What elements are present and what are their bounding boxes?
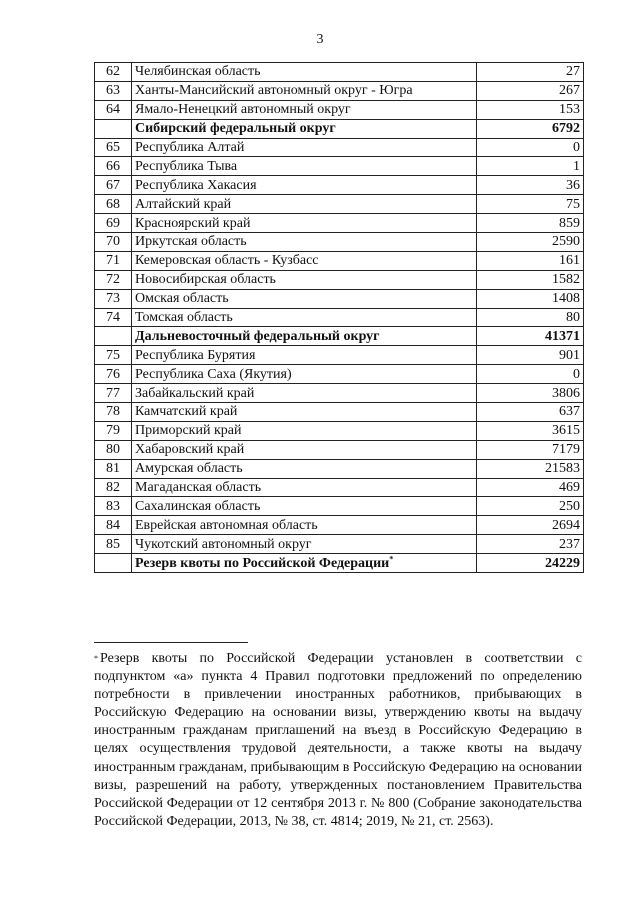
row-number: 76 — [95, 365, 132, 384]
quota-value: 7179 — [477, 440, 584, 459]
quota-value: 75 — [477, 195, 584, 214]
row-number: 74 — [95, 308, 132, 327]
quota-value: 859 — [477, 214, 584, 233]
region-name — [132, 535, 477, 554]
quota-value: 0 — [477, 138, 584, 157]
region-name — [132, 233, 477, 252]
region-name — [132, 421, 477, 440]
quota-value: 3806 — [477, 384, 584, 403]
footnote-reference-mark: * — [389, 553, 394, 563]
table-row — [95, 346, 584, 365]
table-row — [95, 251, 584, 270]
region-name — [132, 365, 477, 384]
table-row — [95, 421, 584, 440]
row-number: 65 — [95, 138, 132, 157]
table-row — [95, 478, 584, 497]
region-name-text: Красноярский край — [135, 215, 251, 231]
quota-value: 901 — [477, 346, 584, 365]
row-number: 73 — [95, 289, 132, 308]
quota-value: 153 — [477, 100, 584, 119]
region-name — [132, 100, 477, 119]
table-row — [95, 157, 584, 176]
row-number: 79 — [95, 421, 132, 440]
row-number: 68 — [95, 195, 132, 214]
region-name-text: Чукотский автономный округ — [135, 536, 312, 552]
table-row — [95, 403, 584, 422]
region-name-text: Новосибирская область — [135, 272, 276, 288]
row-number: 78 — [95, 403, 132, 422]
quota-value: 24229 — [477, 554, 584, 573]
quota-value: 1 — [477, 157, 584, 176]
page-number: 3 — [316, 32, 324, 47]
row-number: 66 — [95, 157, 132, 176]
region-name-text: Республика Тыва — [135, 158, 238, 174]
region-name-text: Челябинская область — [135, 64, 261, 80]
quota-value: 1408 — [477, 289, 584, 308]
table-row — [95, 440, 584, 459]
table-row-total — [95, 327, 584, 346]
quota-value: 27 — [477, 63, 584, 82]
quota-value: 250 — [477, 497, 584, 516]
quota-value: 237 — [477, 535, 584, 554]
region-name-text: Сахалинская область — [135, 498, 261, 514]
quota-table-body — [95, 63, 584, 573]
footnote-mark: * — [94, 654, 98, 663]
footnote-divider — [94, 642, 248, 643]
table-row — [95, 138, 584, 157]
quota-value: 2590 — [477, 233, 584, 252]
region-name-text: Сибирский федеральный округ — [135, 121, 336, 137]
region-name — [132, 195, 477, 214]
quota-value: 3615 — [477, 421, 584, 440]
region-name — [132, 403, 477, 422]
table-row — [95, 63, 584, 82]
table-row — [95, 100, 584, 119]
region-name-text: Дальневосточный федеральный округ — [135, 328, 380, 344]
row-number: 85 — [95, 535, 132, 554]
table-row — [95, 176, 584, 195]
row-number: 63 — [95, 81, 132, 100]
region-name — [132, 157, 477, 176]
row-number: 75 — [95, 346, 132, 365]
region-name-text: Республика Бурятия — [135, 347, 256, 363]
region-name — [132, 214, 477, 233]
region-name — [132, 63, 477, 82]
table-row-total — [95, 554, 584, 573]
region-name-text: Приморский край — [135, 423, 242, 439]
region-name — [132, 554, 477, 573]
quota-value: 6792 — [477, 119, 584, 138]
quota-value: 2694 — [477, 516, 584, 535]
table-row — [95, 81, 584, 100]
region-name — [132, 346, 477, 365]
footnote — [94, 650, 582, 831]
table-row — [95, 270, 584, 289]
region-name — [132, 384, 477, 403]
region-name-text: Магаданская область — [135, 480, 262, 496]
region-name — [132, 81, 477, 100]
quota-table — [94, 62, 584, 573]
region-name-text: Камчатский край — [135, 404, 238, 420]
row-number — [95, 119, 132, 138]
row-number — [95, 327, 132, 346]
row-number: 77 — [95, 384, 132, 403]
quota-value: 21583 — [477, 459, 584, 478]
region-name — [132, 251, 477, 270]
quota-value: 1582 — [477, 270, 584, 289]
region-name — [132, 497, 477, 516]
region-name-text: Алтайский край — [135, 196, 232, 212]
table-row — [95, 535, 584, 554]
region-name-text: Томская область — [135, 310, 233, 326]
region-name-text: Республика Алтай — [135, 140, 245, 155]
row-number: 81 — [95, 459, 132, 478]
region-name-text: Кемеровская область - Кузбасс — [135, 253, 319, 269]
quota-value: 36 — [477, 176, 584, 195]
region-name-text: Амурская область — [135, 461, 243, 477]
region-name-text: Резерв квоты по Российской Федерации — [135, 555, 390, 571]
quota-value: 0 — [477, 365, 584, 384]
region-name — [132, 516, 477, 535]
region-name — [132, 327, 477, 346]
row-number: 69 — [95, 214, 132, 233]
quota-value: 41371 — [477, 327, 584, 346]
region-name — [132, 308, 477, 327]
region-name — [132, 119, 477, 138]
table-row-total — [95, 119, 584, 138]
quota-value: 267 — [477, 81, 584, 100]
table-row — [95, 195, 584, 214]
row-number: 82 — [95, 478, 132, 497]
region-name-text: Омская область — [135, 291, 229, 307]
quota-value: 161 — [477, 251, 584, 270]
region-name-text: Ямало-Ненецкий автономный округ — [135, 102, 351, 118]
table-row — [95, 516, 584, 535]
region-name-text: Забайкальский край — [135, 385, 255, 401]
region-name — [132, 289, 477, 308]
region-name-text: Ханты-Мансийский автономный округ - Югра — [135, 83, 413, 99]
table-row — [95, 459, 584, 478]
region-name-text: Иркутская область — [135, 234, 247, 250]
table-row — [95, 289, 584, 308]
row-number: 84 — [95, 516, 132, 535]
table-row — [95, 384, 584, 403]
table-row — [95, 365, 584, 384]
row-number: 71 — [95, 251, 132, 270]
quota-value: 637 — [477, 403, 584, 422]
quota-value: 469 — [477, 478, 584, 497]
footnote-text: Резерв квоты по Российской Федерации установлен в соответствии с подпунктом «а» пункта 4 Правил подготовки предложений по определению потребности в привлечении иностранных работников, прибывающих в Российскую Федерацию на основании визы, утверждению квоты на выдачу иностранным гражданам приглашений на въезд в Российскую Федерацию в целях осуществления трудовой деятельности, а также квоты на выдачу иностранным гражданам, прибывающим в Российскую Федерацию на основании визы, разрешений на работу, утвержденных постановлением Правительства Российской Федерации от 12 сентября 2013 г. № 800 (Собрание законодательства Российской Федерации, 2013, № 38, ст. 4814; 2019, № 21, ст. 2563). — [94, 651, 582, 829]
row-number: 70 — [95, 233, 132, 252]
table-row — [95, 497, 584, 516]
table-row — [95, 308, 584, 327]
region-name — [132, 440, 477, 459]
region-name-text: Еврейская автономная область — [135, 517, 318, 533]
row-number: 72 — [95, 270, 132, 289]
table-row — [95, 214, 584, 233]
row-number: 83 — [95, 497, 132, 516]
quota-value: 80 — [477, 308, 584, 327]
region-name — [132, 270, 477, 289]
region-name — [132, 138, 477, 157]
row-number: 67 — [95, 176, 132, 195]
region-name — [132, 176, 477, 195]
table-row — [95, 233, 584, 252]
region-name — [132, 478, 477, 497]
region-name-text: Республика Саха (Якутия) — [135, 366, 292, 382]
row-number — [95, 554, 132, 573]
region-name-text: Республика Хакасия — [135, 177, 257, 193]
region-name-text: Хабаровский край — [135, 442, 245, 458]
row-number: 62 — [95, 63, 132, 82]
row-number: 80 — [95, 440, 132, 459]
row-number: 64 — [95, 100, 132, 119]
region-name — [132, 459, 477, 478]
